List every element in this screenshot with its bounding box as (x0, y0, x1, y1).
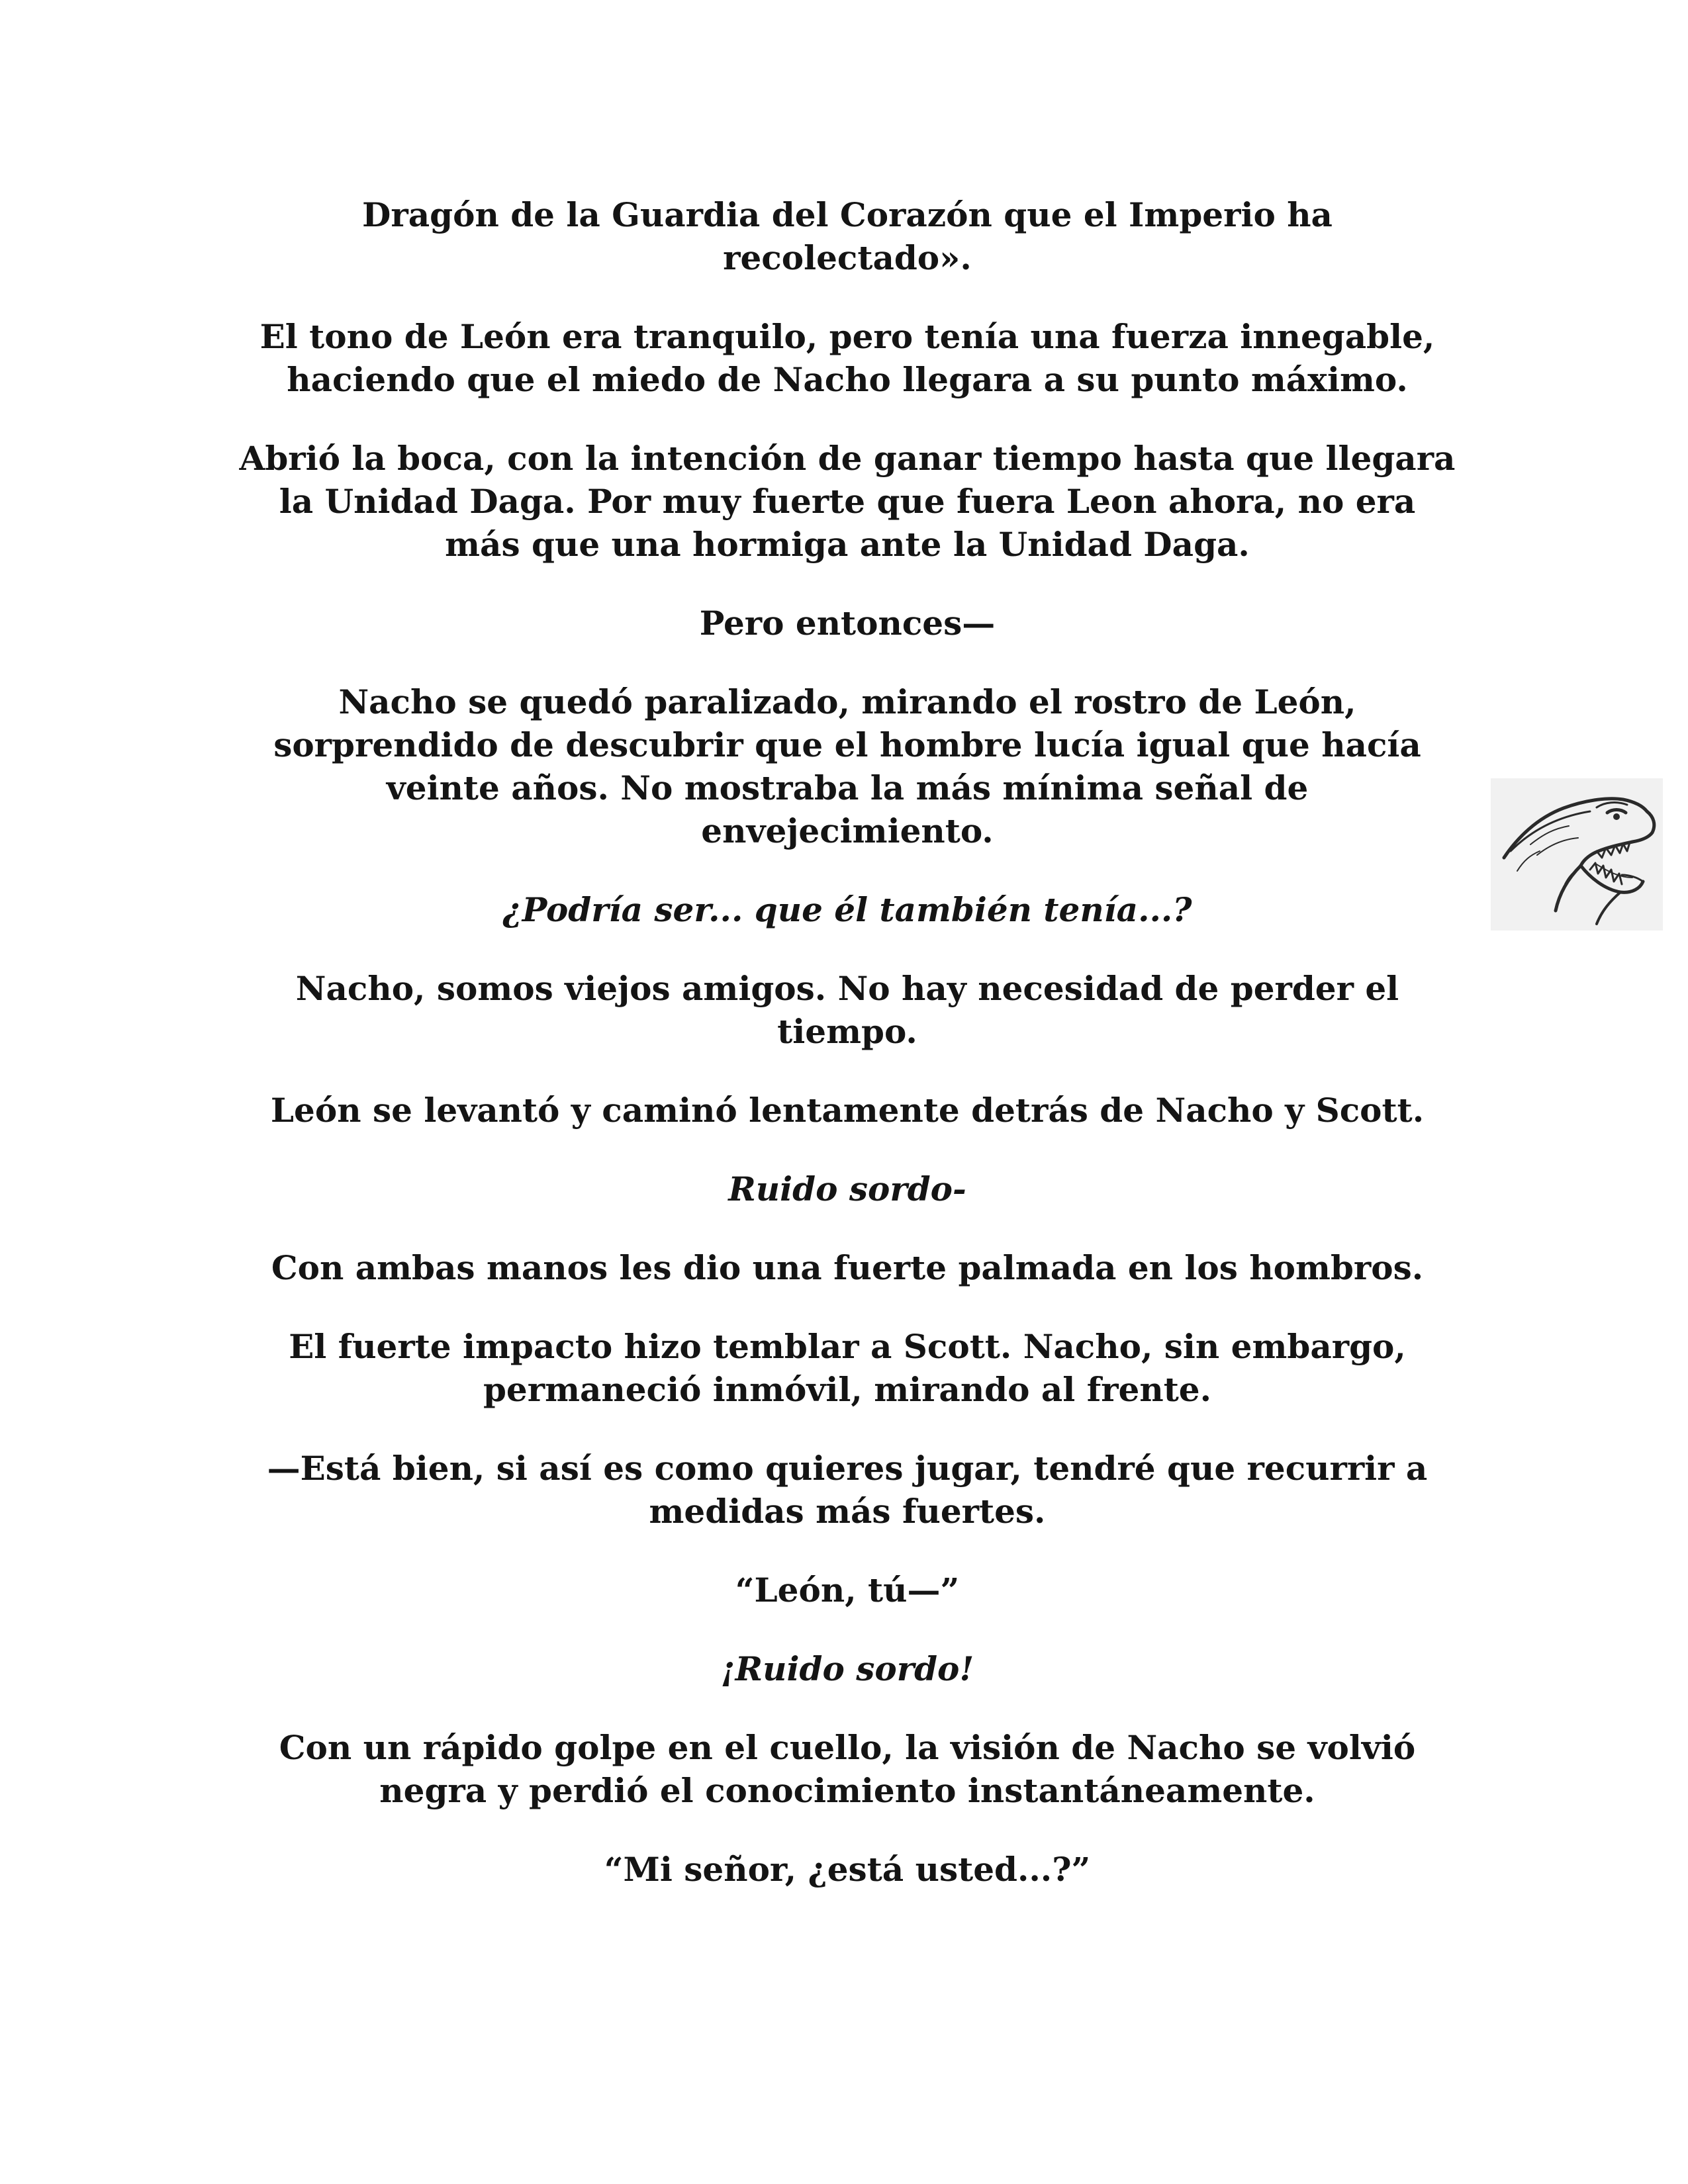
paragraph-3: Abrió la boca, con la intención de ganar tiempo hasta que llegara la Unidad Daga. Por muy fuerte que fuera Leon ahora, no era más que una hormiga ante la Unidad Daga. (239, 439, 1456, 564)
paragraph-6-thought: ¿Podría ser... que él también tenía...? (502, 890, 1192, 929)
paragraph-9-sound: Ruido sordo- (728, 1169, 966, 1208)
paragraph-4: Pero entonces— (699, 604, 996, 643)
paragraph-2: El tono de León era tranquilo, pero tenía una fuerza innegable, haciendo que el miedo de Nacho llegara a su punto máximo. (259, 317, 1435, 399)
paragraph-10: Con ambas manos les dio una fuerte palmada en los hombros. (271, 1248, 1424, 1287)
paragraph-1: Dragón de la Guardia del Corazón que el Imperio ha recolectado». (362, 195, 1333, 277)
paragraph-16: “Mi señor, ¿está usted...?” (604, 1850, 1091, 1889)
paragraph-5: Nacho se quedó paralizado, mirando el rostro de León, sorprendido de descubrir que el hombre lucía igual que hacía veinte años. No mostraba la más mínima señal de envejecimiento. (273, 682, 1421, 850)
story-text (238, 193, 1456, 1927)
paragraph-11: El fuerte impacto hizo temblar a Scott. Nacho, sin embargo, permaneció inmóvil, mirando al frente. (289, 1327, 1406, 1409)
paragraph-8: León se levantó y caminó lentamente detrás de Nacho y Scott. (270, 1091, 1425, 1130)
dinosaur-head-icon (1491, 778, 1663, 931)
paragraph-15: Con un rápido golpe en el cuello, la visión de Nacho se volvió negra y perdió el conocimiento instantáneamente. (279, 1728, 1416, 1810)
paragraph-13: “León, tú—” (735, 1570, 960, 1610)
paragraph-14-sound: ¡Ruido sordo! (720, 1649, 974, 1688)
paragraph-12: —Está bien, si así es como quieres jugar, tendré que recurrir a medidas más fuertes. (267, 1449, 1428, 1531)
paragraph-7: Nacho, somos viejos amigos. No hay necesidad de perder el tiempo. (295, 969, 1399, 1051)
